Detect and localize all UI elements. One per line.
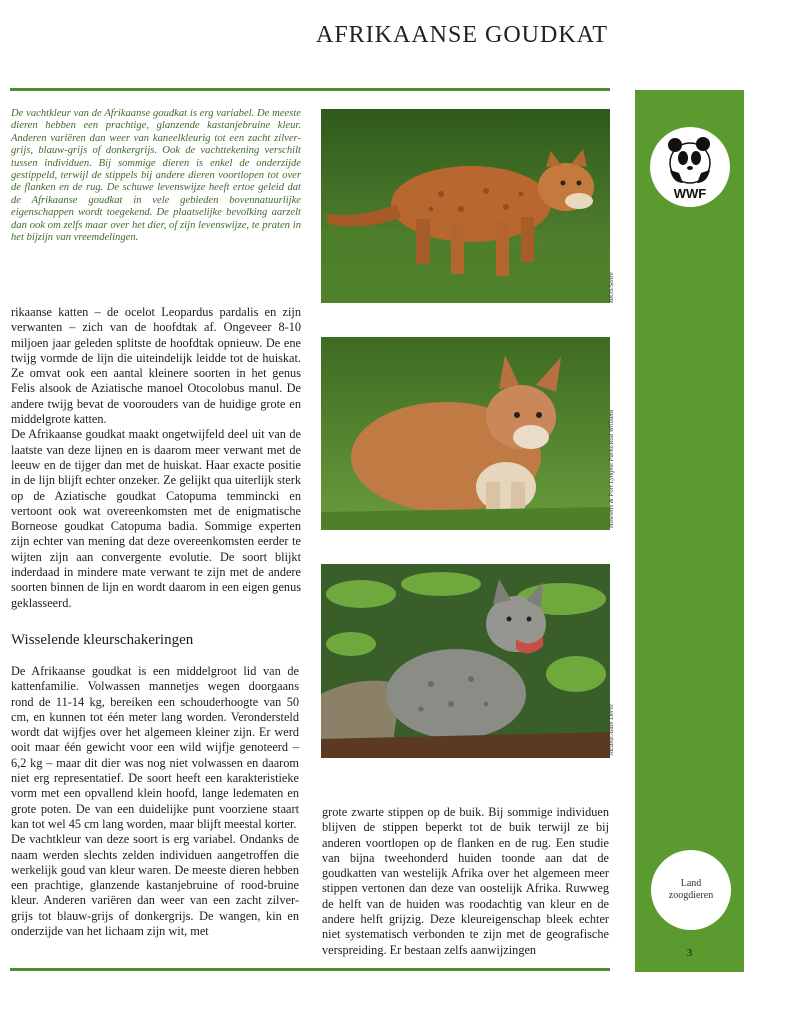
photo-credit: Jacana/Alain Dervz [608,704,615,756]
photo-walking-golden-cat [321,109,610,303]
column1-bottom-text [11,664,299,939]
bottom-divider [10,968,610,971]
paragraph: grote zwarte stippen op de buik. Bij sommige individuen blijven de stippen beperkt tot de buik terwijl ze bij anderen voortlopen op de flanken en de rug. Een studie van bijna tweehonderd huiden toonde aan dat de goudkatten van westelijk Afrika over het algemeen meer stippen vertonen dan deze van oostelijk Afrika. Ruwweg de helft van de huiden was roodachtig van kleur en de andere helft grijzig. Deze kleureigenschap bleek echter niet systematisch verbonden te zijn met de geografische verspreiding. Er bestaan zelfs aanwijzingen [322,805,609,957]
panda-icon [663,135,717,185]
photo-credit: Howletts & Port Lympne Parks/Rod Williams [608,409,615,528]
paragraph: De vachtkleur van deze soort is erg variabel. Ondanks de naam werden slechts zelden individuen aangetroffen die werkelijk goud van kleur waren. De meeste dieren hebben een prachtige, glanzende kastanjebruine of rood-bruine kleur. Anderen variëren dan weer van een zacht zilver-grijs tot blauw-grijs of donkergrijs. De wangen, kin en onderzijde van het lichaam zijn wit, met [11,832,299,939]
paragraph: De Afrikaanse goudkat maakt ongetwijfeld deel uit van de laatste van deze lijnen en is daarom meer verwant met de leeuw en de tijger dan met de huiskat. Haar exacte positie in de lijn blijft echter onzeker. Ze gelijkt qua uiterlijk sterk op de Aziatische goudkat Catopuma temmincki en vertoont ook wat overeenkomsten met de enigmatische Borneose goudkat Catopuma badia. Sommige experten zijn echter van mening dat deze overeenkomsten eerder te wijten zijn aan convergente evolutie. De soort blijkt inderdaad in mindere mate verwant te zijn met de andere soorten binnen de lijn en wordt daarom in een eigen genus geklasseerd. [11,427,301,610]
section-heading: Wisselende kleurschakeringen [11,632,194,648]
wwf-logo-text: WWF [673,186,707,201]
intro-paragraph: De vachtkleur van de Afrikaanse goudkat is erg variabel. De meeste dieren hebben een prachtige, glanzende kastanjebruine kleur. Anderen variëren dan weer van kaneelkleurig tot een zacht zilver-grijs, blauw-grijs of donkergrijs. Ook de vachttekening verschilt tussen individuen. Bij sommige dieren is enkel de onderzijde gestippeld, terwijl de stippels bij andere dieren voortlopen tot over de flanken en de rug. De schuwe levenswijze heeft ertoe geleid dat de Afrikaanse goudkat in vele gebieden bovennatuurlijke eigenschappen wordt toegekend. De plaatselijke bevolking aarzelt dan ook om zelfs maar over het dier, of zijn levenswijze, te praten in het bijzijn van vreemdelingen. [11,108,301,244]
column1-top-text [11,305,301,611]
photo-credit: BIOS/Seitre [608,272,615,303]
page-title: AFRIKAANSE GOUDKAT [315,22,608,48]
paragraph: De Afrikaanse goudkat is een middelgroot lid van de kattenfamilie. Volwassen mannetjes wegen doorgaans rond de 11-14 kg, bereiken een schouderhoogte van 50 cm, en kunnen tot één meter lang worden. Verondersteld wordt dat wijfjes over het algemeen kleiner zijn. Er werd ooit maar één gewicht voor een wild wijfje genoteerd – 6,2 kg – maar dit dier was nog niet volwassen en daarom niet erg representatief. De soort heeft een karakteristieke vorm met een opvallend klein hoofd, lange ledematen en grote poten. De van een duidelijke punt voorziene staart kan tot wel 45 cm lang worden, maar blijft meestal korter. [11,664,299,831]
page-number: 3 [686,947,693,959]
photo-grey-golden-cat [321,564,610,758]
green-sidebar [635,90,744,972]
wwf-logo [650,127,730,207]
category-badge [651,850,731,930]
photo-sitting-golden-cat [321,337,610,530]
column2-text [322,805,609,958]
category-line: zoogdieren [668,890,714,901]
top-divider [10,88,610,91]
paragraph: rikaanse katten – de ocelot Leopardus pardalis en zijn verwanten – zich van de hoofdtak af. Ongeveer 8-10 miljoen jaar geleden splitste de hoofdtak opnieuw. De ene twijg vormde de lijn die uiteindelijk leidde tot de huiskat. Ze omvat ook een aantal kleinere soorten in het genus Felis alsook de Aziatische manoel Otocolobus manul. De andere twijg bevat de voorouders van de huidige grote en middelgrote katten. [11,305,301,427]
category-line: Land [680,878,702,889]
